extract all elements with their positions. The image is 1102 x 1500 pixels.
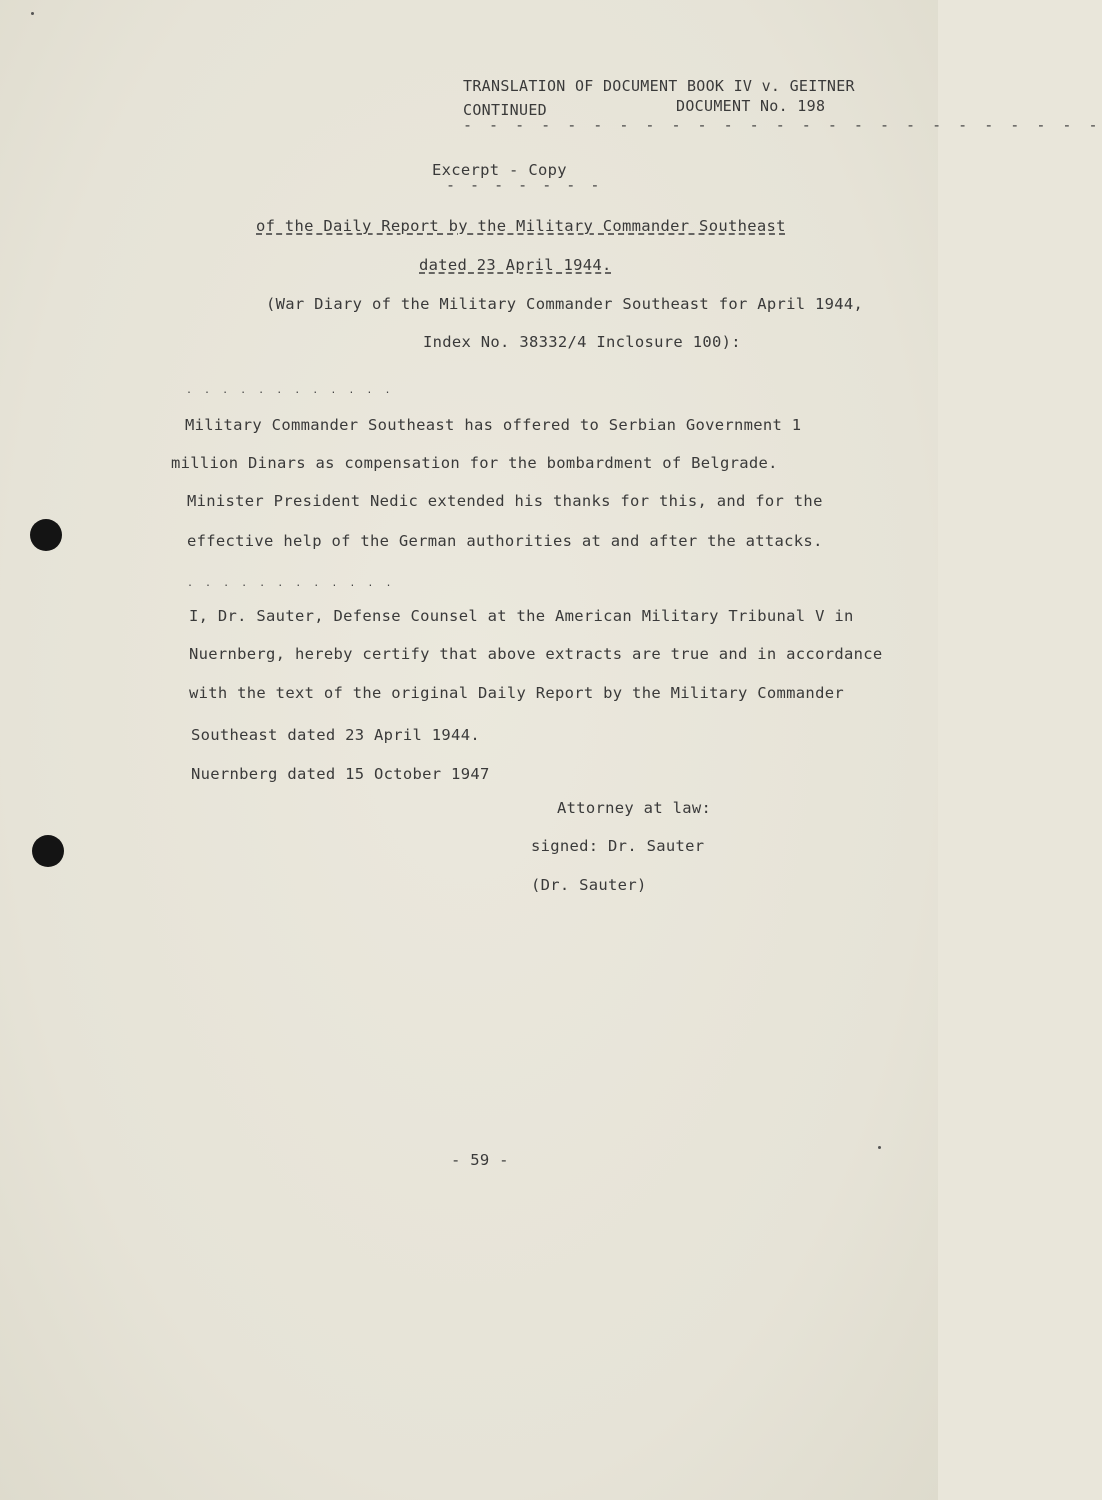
certification-line: Southeast dated 23 April 1944. <box>191 726 480 744</box>
header-continued: CONTINUED <box>463 101 547 119</box>
body-line: Minister President Nedic extended his thanks for this, and for the <box>187 492 823 510</box>
ellipsis-separator: . . . . . . . . . . . . <box>187 578 395 589</box>
body-line: Military Commander Southeast has offered to Serbian Government 1 <box>185 416 802 434</box>
header-rule: - - - - - - - - - - - - - - - - - - - - - - - - - <box>463 116 1102 134</box>
place-and-date: Nuernberg dated 15 October 1947 <box>191 765 490 783</box>
war-diary-reference: (War Diary of the Military Commander Southeast for April 1944, <box>266 295 864 313</box>
excerpt-underline: - - - - - - - <box>446 176 603 194</box>
index-reference: Index No. 38332/4 Inclosure 100): <box>423 333 741 351</box>
punch-hole-top <box>30 519 62 551</box>
body-line: effective help of the German authorities at and after the attacks. <box>187 532 823 550</box>
body-line: million Dinars as compensation for the bombardment of Belgrade. <box>171 454 778 472</box>
certification-line: Nuernberg, hereby certify that above extracts are true and in accordance <box>189 645 883 663</box>
signature-role: Attorney at law: <box>557 799 712 817</box>
signature-signed: signed: Dr. Sauter <box>531 837 705 855</box>
paper-speck <box>31 12 34 15</box>
certification-line: with the text of the original Daily Report by the Military Commander <box>189 684 844 702</box>
punch-hole-bottom <box>32 835 64 867</box>
report-date: dated 23 April 1944. <box>419 256 612 274</box>
excerpt-heading: Excerpt - Copy <box>432 161 567 179</box>
signature-name: (Dr. Sauter) <box>531 876 647 894</box>
certification-line: I, Dr. Sauter, Defense Counsel at the American Military Tribunal V in <box>189 607 854 625</box>
page-number: - 59 - <box>451 1151 509 1169</box>
header-title: TRANSLATION OF DOCUMENT BOOK IV v. GEITNER <box>463 77 855 95</box>
ellipsis-separator: . . . . . . . . . . . . <box>186 385 394 396</box>
paper-speck <box>878 1146 881 1149</box>
header-document-number: DOCUMENT No. 198 <box>676 97 826 115</box>
report-title: of the Daily Report by the Military Commander Southeast <box>256 217 786 235</box>
